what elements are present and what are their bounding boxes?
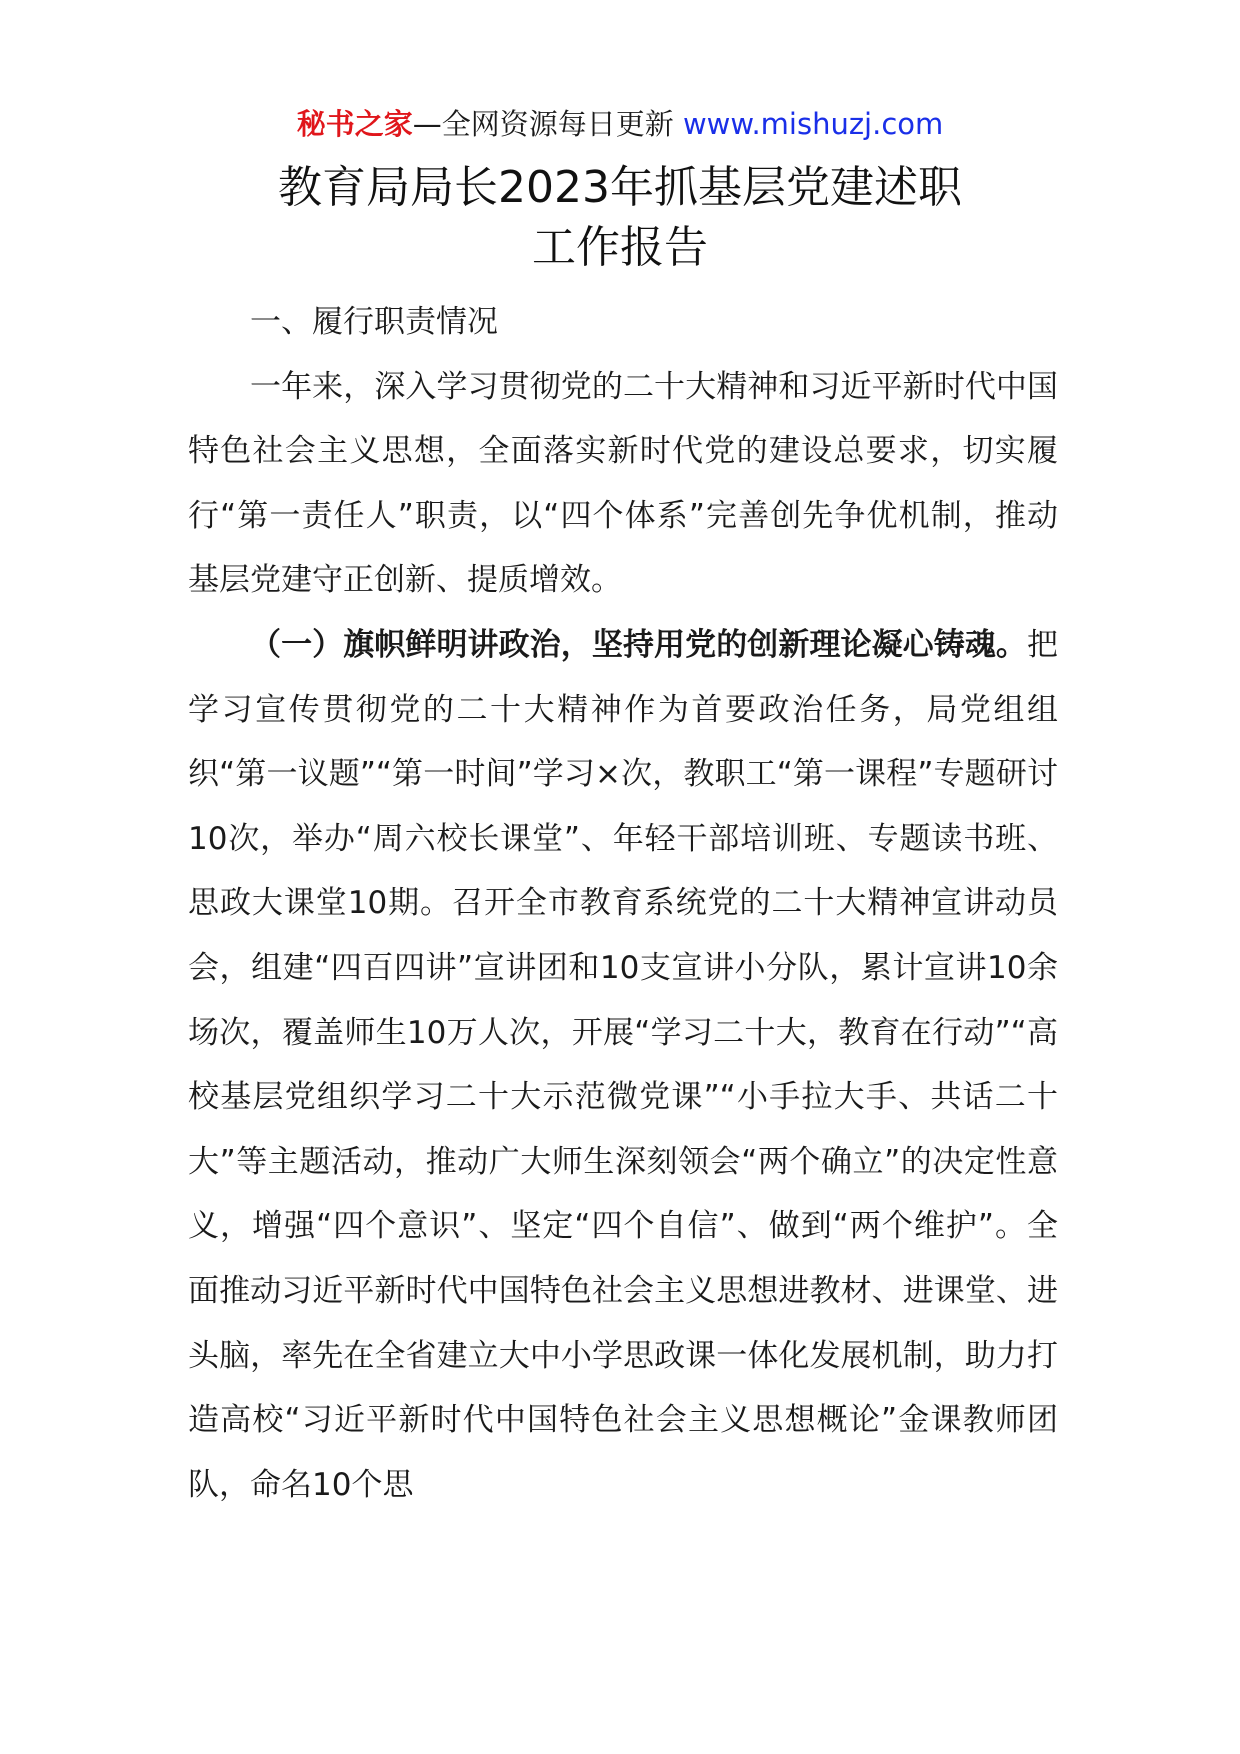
site-header [0,104,1240,144]
header-tagline: —全网资源每日更新 [412,107,674,141]
title-line-2: 工作报告 [532,222,708,273]
section-heading: 一、履行职责情况 [250,304,498,340]
paragraph-subsection-text: 把学习宣传贯彻党的二十大精神作为首要政治任务，局党组组织“第一议题”“第一时间”学习×次，教职工“第一课程”专题研讨10次，举办“周六校长课堂”、年轻干部培训班、专题读书班、思政大课堂10期。召开全市教育系统党的二十大精神宣讲动员会，组建“四百四讲”宣讲团和10支宣讲小分队，累计宣讲10余场次，覆盖师生10万人次，开展“学习二十大，教育在行动”“高校基层党组织学习二十大示范微党课”“小手拉大手、共话二十大”等主题活动，推动广大师生深刻领会“两个确立”的决定性意义，增强“四个意识”、坚定“四个自信”、做到“两个维护”。全面推动习近平新时代中国特色社会主义思想进教材、进课堂、进头脑，率先在全省建立大中小学思政课一体化发展机制，助力打造高校“习近平新时代中国特色社会主义思想概论”金课教师团队，命名10个思 [188,626,1058,1503]
document-body [188,290,1058,1517]
document-title [0,158,1240,278]
site-url-link[interactable]: www.mishuzj.com [682,107,944,141]
subsection-heading: （一）旗帜鲜明讲政治，坚持用党的创新理论凝心铸魂。 [250,626,1027,663]
paragraph-intro: 一年来，深入学习贯彻党的二十大精神和习近平新时代中国特色社会主义思想，全面落实新时代党的建设总要求，切实履行“第一责任人”职责，以“四个体系”完善创先争优机制，推动基层党建守正创新、提质增效。 [188,368,1058,599]
paragraph-subsection [188,613,1058,1517]
title-line-1: 教育局局长2023年抓基层党建述职 [278,162,962,213]
brand-name: 秘书之家 [296,107,413,141]
